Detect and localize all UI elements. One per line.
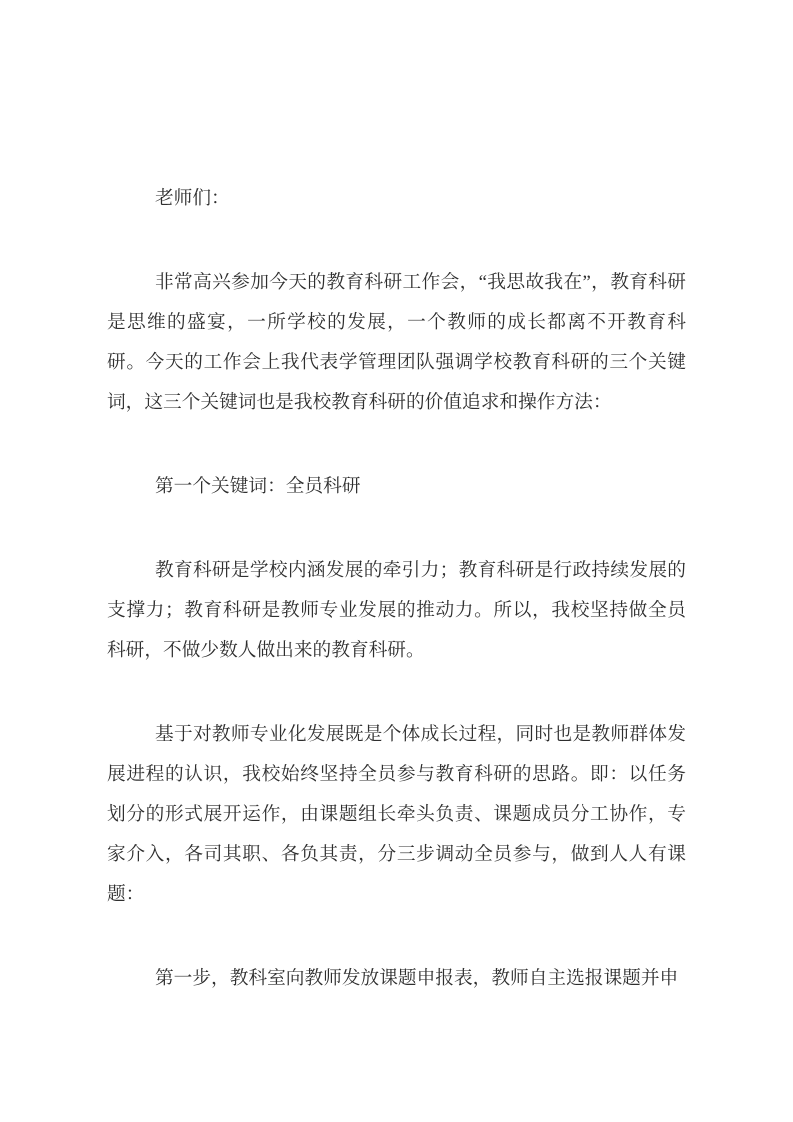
paragraph-salutation: 老师们： [155,188,230,209]
paragraph-keyword-1-heading: 第一个关键词：全员科研 [155,476,361,497]
paragraph-all-staff-approach: 基于对教师专业化发展既是个体成长过程，同时也是教师群体发展进程的认识，我校始终坚持全员参与教育科研的思路。即：以任务划分的形式展开运作，由课题组长牵头负责、课题成员分工协作，专家介入，各司其职、各负其责，分三步调动全员参与，做到人人有课题： [107,724,686,905]
paragraph-intro: 非常高兴参加今天的教育科研工作会，“我思故我在”，教育科研是思维的盛宴，一所学校的发展，一个教师的成长都离不开教育科研。今天的工作会上我代表学管理团队强调学校教育科研的三个关键词，这三个关键词也是我校教育科研的价值追求和操作方法： [107,272,686,413]
paragraph-keyword-1-body: 教育科研是学校内涵发展的牵引力；教育科研是行政持续发展的支撑力；教育科研是教师专业发展的推动力。所以，我校坚持做全员科研，不做少数人做出来的教育科研。 [107,560,686,661]
paragraph-step-1: 第一步，教科室向教师发放课题申报表，教师自主选报课题并申 [155,968,679,989]
